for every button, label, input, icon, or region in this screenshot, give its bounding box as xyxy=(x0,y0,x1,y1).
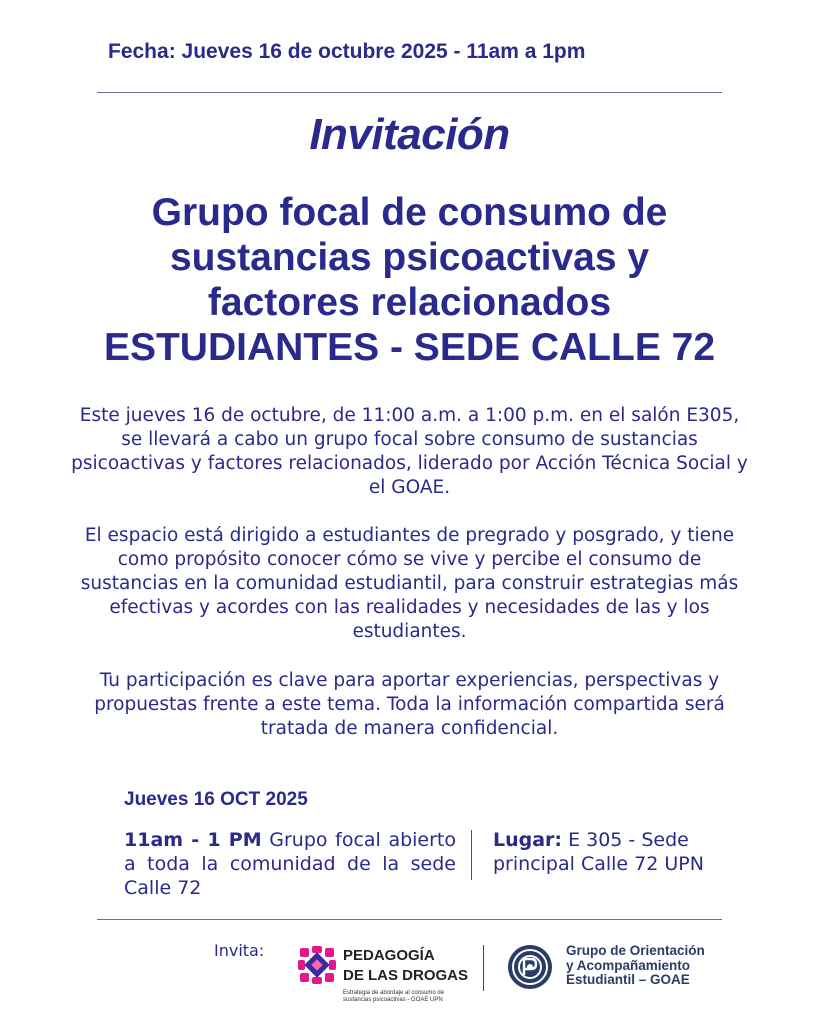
event-time: 11am - 1 PM xyxy=(124,829,262,851)
event-location-block xyxy=(493,828,753,876)
event-date: Jueves 16 OCT 2025 xyxy=(124,789,308,810)
description-paragraph-2: El espacio está dirigido a estudiantes de pregrado y posgrado, y tiene como propósito conocer cómo se vive y percibe el consumo de sustancias en la comunidad estudiantil, para construir estrategias más efectivas y acordes con las realidades y necesidades de las y los estudiantes. xyxy=(80,525,739,642)
goae-logo-text xyxy=(566,944,705,988)
title-line: ESTUDIANTES - SEDE CALLE 72 xyxy=(103,326,716,369)
title-line: factores relacionados xyxy=(207,281,612,324)
description-paragraph-3: Tu participación es clave para aportar experiencias, perspectivas y propuestas frente a este tema. Toda la información compartida será tratada de manera confidencial. xyxy=(94,670,725,739)
details-divider xyxy=(471,830,472,880)
event-time-block xyxy=(124,828,456,900)
pedagogia-line-1: PEDAGOGÍA xyxy=(343,947,435,964)
pedagogia-logo-title xyxy=(343,946,468,986)
invitation-heading: Invitación xyxy=(309,110,510,159)
top-divider xyxy=(97,92,722,93)
title-line: Grupo focal de consumo de xyxy=(151,191,668,234)
title-line: sustancias psicoactivas y xyxy=(169,236,650,279)
logo-divider xyxy=(483,945,484,991)
location-value: E 305 - Sede principal Calle 72 UPN xyxy=(493,829,704,875)
event-title xyxy=(40,190,779,370)
event-time-description: Grupo focal abierto a toda la comunidad de la sede Calle 72 xyxy=(124,829,457,899)
goae-line-1: Grupo de Orientación xyxy=(566,943,705,958)
goae-line-3: Estudiantil – GOAE xyxy=(566,972,690,987)
goae-logo-icon xyxy=(507,944,553,990)
pedagogia-tagline: Estrategia de abordaje al consumo de sustancias psicoactivas - GOAE UPN xyxy=(343,990,445,1003)
pedagogia-logo-icon xyxy=(298,946,336,984)
description-paragraph-1: Este jueves 16 de octubre, de 11:00 a.m. a 1:00 p.m. en el salón E305, se llevará a cabo un grupo focal sobre consumo de sustancias psicoactivas y factores relacionados, liderado por Acción Técnica Social y el GOAE. xyxy=(71,405,748,498)
goae-line-2: y Acompañamiento xyxy=(566,957,691,973)
location-label: Lugar: xyxy=(493,829,563,851)
event-date-header: Fecha: Jueves 16 de octubre 2025 - 11am a 1pm xyxy=(108,40,586,63)
invita-label: Invita: xyxy=(214,941,265,960)
bottom-divider xyxy=(97,919,722,920)
pedagogia-line-2: DE LAS DROGAS xyxy=(343,967,469,984)
